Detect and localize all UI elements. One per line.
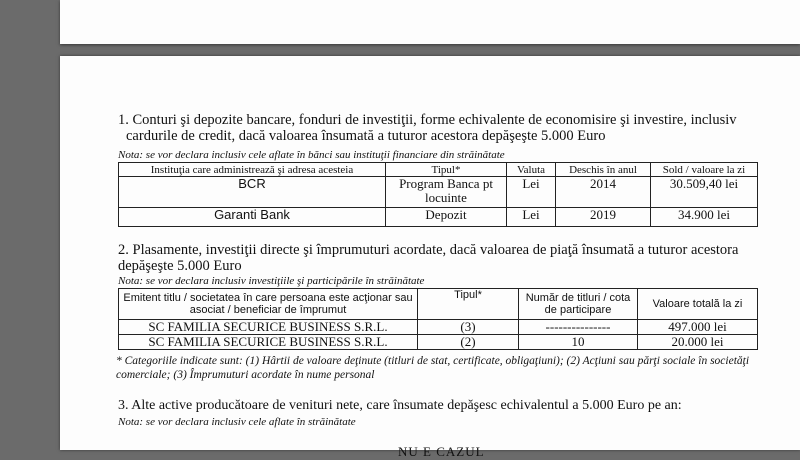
cell-value: 20.000 lei [638, 335, 758, 350]
cell-issuer: SC FAMILIA SECURICE BUSINESS S.R.L. [119, 320, 418, 335]
section2-title [118, 242, 758, 274]
investment-categories-footnote: * Categoriile indicate sunt: (1) Hârtii de valoare deţinute (titluri de stat, certificate, obligaţiuni); (2) Acţiuni sau părţi sociale în societăţi comerciale; (3) Împrumuturi acordate în nume personal [116, 355, 750, 381]
cell-type: (3) [418, 320, 519, 335]
section3-note: Nota: se vor declara inclusiv cele aflate în străinătate [118, 416, 356, 428]
section2-title-line2: depăşeşte 5.000 Euro [118, 258, 242, 274]
cell-year: 2014 [556, 177, 651, 208]
section1-title-line1: 1. Conturi şi depozite bancare, fonduri de investiţii, forme echivalente de economisire şi investire, inclusiv [118, 112, 737, 128]
header-issuer: Emitent titlu / societatea în care persoana este acţionar sau asociat / beneficiar de împrumut [119, 289, 418, 320]
bank-accounts-table [118, 162, 758, 227]
section3-value: NU E CAZUL [398, 444, 485, 459]
cell-type: Depozit [386, 208, 507, 227]
investments-table [118, 288, 758, 350]
cell-institution: Garanti Bank [119, 208, 386, 227]
cell-balance: 30.509,40 lei [651, 177, 758, 208]
cell-balance: 34.900 lei [651, 208, 758, 227]
header-total-value: Valoare totală la zi [638, 289, 758, 320]
header-type: Tipul* [386, 163, 507, 177]
header-opened-year: Deschis în anul [556, 163, 651, 177]
cell-currency: Lei [507, 177, 556, 208]
section1-note: Nota: se vor declara inclusiv cele aflate în bănci sau instituţii financiare din străinătate [118, 149, 505, 161]
cell-issuer: SC FAMILIA SECURICE BUSINESS S.R.L. [119, 335, 418, 350]
table-row [119, 177, 758, 208]
header-type: Tipul* [418, 289, 519, 320]
header-balance: Sold / valoare la zi [651, 163, 758, 177]
document-page [60, 56, 800, 459]
header-number-of-titles: Număr de titluri / cota de participare [519, 289, 638, 320]
cell-number: --------------- [519, 320, 638, 335]
previous-page [60, 0, 800, 44]
header-currency: Valuta [507, 163, 556, 177]
table-row [119, 320, 758, 335]
table-header-row [119, 289, 758, 320]
section1-title [118, 112, 758, 144]
table-header-row [119, 163, 758, 177]
cell-number: 10 [519, 335, 638, 350]
cell-type: (2) [418, 335, 519, 350]
section2-title-line1: 2. Plasamente, investiţii directe şi împrumuturi acordate, dacă valoarea de piaţă însumată a tuturor acestora [118, 242, 739, 258]
cell-value: 497.000 lei [638, 320, 758, 335]
header-institution: Instituţia care administrează şi adresa acesteia [119, 163, 386, 177]
cell-currency: Lei [507, 208, 556, 227]
section2-note: Nota: se vor declara inclusiv investiţiile şi participările în străinătate [118, 275, 425, 287]
cell-institution: BCR [119, 177, 386, 208]
cell-year: 2019 [556, 208, 651, 227]
cell-type: Program Banca pt locuinte [386, 177, 507, 208]
section1-title-line2: cardurile de credit, dacă valoarea însumată a tuturor acestora depăşeşte 5.000 Euro [126, 128, 606, 144]
section3-title: 3. Alte active producătoare de venituri nete, care însumate depăşesc echivalentul a 5.000 Euro pe an: [118, 398, 682, 413]
table-row [119, 335, 758, 350]
table-row [119, 208, 758, 227]
